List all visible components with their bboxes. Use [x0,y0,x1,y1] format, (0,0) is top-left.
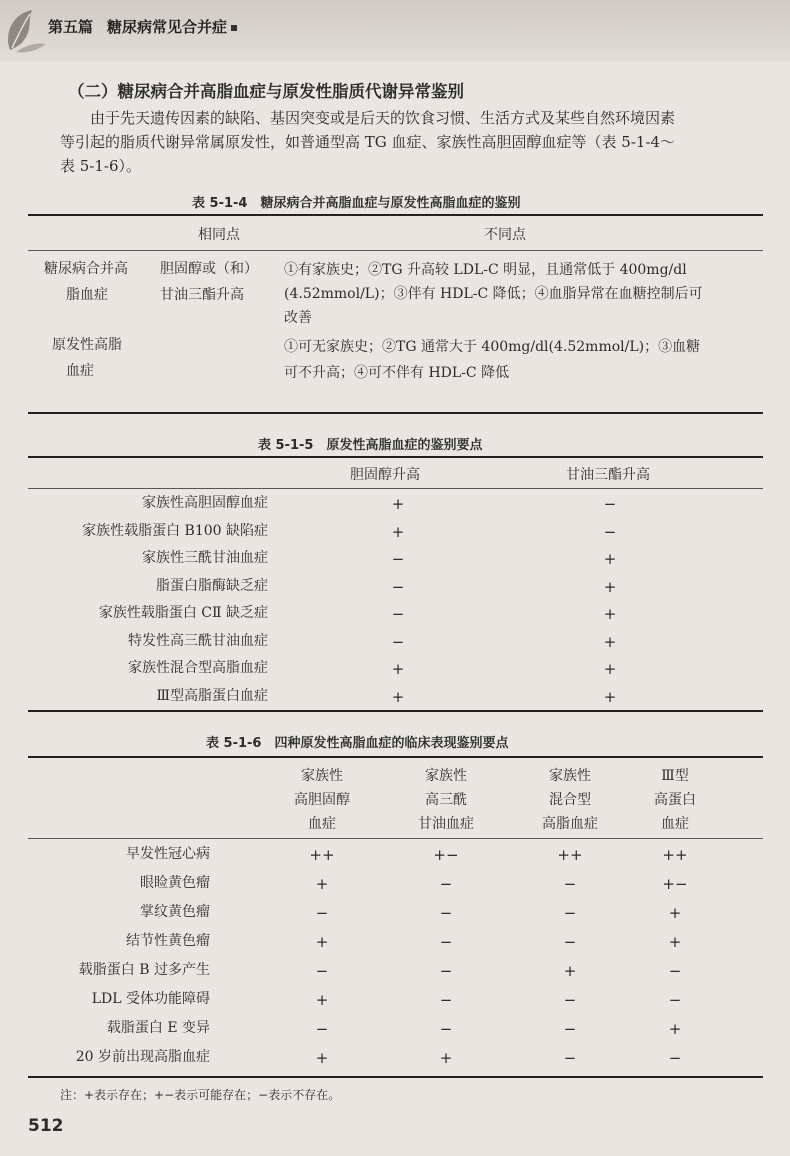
table2-cell-mark: − [391,632,405,651]
table3-cell-mark: + [668,1020,682,1038]
table3-cell-mark: − [668,962,682,980]
table3-row-name: 早发性冠心病 [126,846,210,862]
table3-cell-mark: + [439,1049,453,1067]
table2-header-chol: 胆固醇升高 [350,467,420,483]
paragraph-line: 等引起的脂质代谢异常属原发性，如普通型高 TG 血症、家族性高胆固醇血症等（表 5-1-4～ [60,133,676,151]
table3-cell-mark: ++ [309,846,335,864]
table3-header-line: 血症 [661,816,689,832]
table-note: 注：+表示存在；+−表示可能存在；−表示不存在。 [60,1088,341,1102]
paragraph-line: 由于先天遗传因素的缺陷、基因突变或是后天的饮食习惯、生活方式及某些自然环境因素 [90,109,676,127]
table3-header-line: 家族性 [301,768,343,784]
table3-cell-mark: − [439,1020,453,1038]
table3-header-line: Ⅲ型 [661,768,689,784]
running-header [0,0,790,62]
table3-cell-mark: + [563,962,577,980]
table3-cell-mark: − [668,991,682,1009]
table3-cell-mark: − [439,933,453,951]
table3-header-line: 甘油血症 [418,816,474,832]
table3-cell-mark: − [563,875,577,893]
table1-header-same: 相同点 [198,227,240,243]
table3-header-col [625,764,725,836]
table3-header-line: 血症 [308,816,336,832]
table3-cell-mark: − [563,1020,577,1038]
table3-header-line: 高脂血症 [542,816,598,832]
table2-caption: 表 5-1-5 原发性高脂血症的鉴别要点 [258,438,483,453]
leaf-ornament-icon [2,6,48,56]
table1-top-rule [28,214,763,216]
table3-cell-mark: + [315,933,329,951]
table2-cell-mark: + [391,660,405,678]
table1-row1-name: 糖尿病合并高 脂血症 [44,261,128,303]
table2-cell-mark: + [391,522,405,541]
table3-row-name: 载脂蛋白 E 变异 [106,1020,210,1036]
table3-header-col [396,764,496,836]
header-title [48,16,237,37]
table1-header-rule [28,250,763,251]
table3-cell-mark: + [315,875,329,893]
table3-bottom-rule [28,1076,763,1078]
table1-row1-same: 胆固醇或（和） 甘油三酯升高 [160,261,258,303]
table3-cell-mark: − [439,962,453,980]
table3-row-name: 载脂蛋白 B 过多产生 [78,962,210,978]
table3-cell-mark: ++ [662,846,688,864]
table3-cell-mark: + [668,904,682,922]
table3-header-line: 家族性 [425,768,467,784]
table3-cell-mark: − [668,1049,682,1067]
table3-header-col [272,764,372,836]
table2-row-name: 脂蛋白脂酶缺乏症 [156,577,268,594]
header-part: 第五篇 [48,18,94,36]
table2-cell-mark: + [603,632,617,651]
table2-header-rule [28,488,763,489]
table3-cell-mark: − [315,962,329,980]
table2-cell-mark: − [391,577,405,596]
table2-cell-mark: − [391,550,405,568]
table3-cell-mark: − [563,933,577,951]
table2-cell-mark: + [391,495,405,513]
table3-row-name: LDL 受体功能障碍 [91,991,210,1007]
table2-row-name: 家族性载脂蛋白 B100 缺陷症 [82,522,268,539]
table2-top-rule [28,456,763,458]
table3-cell-mark: − [439,991,453,1009]
table2-row-name: 特发性高三酰甘油血症 [128,632,268,649]
table3-header-col [520,764,620,836]
table2-cell-mark: + [603,550,617,568]
table2-row-name: Ⅲ型高脂蛋白血症 [156,687,268,704]
header-chapter: 糖尿病常见合并症 [107,18,228,36]
table3-header-line: 混合型 [549,792,591,808]
table2-bottom-rule [28,710,763,712]
table2-cell-mark: − [391,605,405,623]
table3-cell-mark: − [439,904,453,922]
table3-header-line: 高胆固醇 [294,792,350,808]
table3-header-rule [28,838,763,839]
table3-row-name: 眼睑黄色瘤 [140,875,210,891]
table1-header-diff: 不同点 [484,227,526,243]
table2-row-name: 家族性三酰甘油血症 [142,550,268,566]
table2-cell-mark: − [603,522,617,541]
table3-cell-mark: − [563,991,577,1009]
table3-row-name: 结节性黄色瘤 [126,933,210,949]
page-number: 512 [28,1116,64,1136]
table3-header-line: 高三酰 [425,792,467,808]
table2-cell-mark: + [603,577,617,596]
table2-cell-mark: + [603,687,617,706]
table3-cell-mark: − [315,1020,329,1038]
table1-row1-diff: ①有家族史；②TG 升高较 LDL-C 明显，且通常低于 400mg/dl (4.52mmol/L)；③伴有 HDL-C 降低；④血脂异常在血糖控制后可 改善 [284,262,703,326]
table3-header-line: 高蛋白 [654,792,696,808]
paragraph-line: 表 5-1-6）。 [60,157,142,175]
section-paragraph [60,106,750,178]
table1-caption: 表 5-1-4 糖尿病合并高脂血症与原发性高脂血症的鉴别 [192,196,521,211]
section-title: （二）糖尿病合并高脂血症与原发性脂质代谢异常鉴别 [68,82,464,101]
table2-cell-mark: − [603,495,617,513]
table3-cell-mark: − [563,1049,577,1067]
table3-cell-mark: + [315,991,329,1009]
table3-cell-mark: +− [662,875,688,893]
table3-cell-mark: − [439,875,453,893]
table3-row-name: 20 岁前出现高脂血症 [75,1049,210,1065]
table2-header-tg: 甘油三酯升高 [566,467,650,483]
table3-cell-mark: +− [433,846,459,864]
table3-caption: 表 5-1-6 四种原发性高脂血症的临床表现鉴别要点 [206,736,509,751]
table2-row-name: 家族性混合型高脂血症 [128,660,268,676]
table3-cell-mark: + [315,1049,329,1067]
header-square-icon [231,25,237,31]
table2-cell-mark: + [603,605,617,623]
table3-top-rule [28,756,763,758]
table3-cell-mark: + [668,933,682,951]
table1-row2-diff: ①可无家族史；②TG 通常大于 400mg/dl(4.52mmol/L)；③血糖 可不升高；④可不伴有 HDL-C 降低 [284,339,701,381]
table3-cell-mark: − [563,904,577,922]
table2-row-name: 家族性高胆固醇血症 [142,495,268,511]
table2-row-name: 家族性载脂蛋白 CⅡ 缺乏症 [98,605,268,621]
table3-cell-mark: ++ [557,846,583,864]
table3-header-line: 家族性 [549,768,591,784]
table1-row2-name: 原发性高脂 血症 [52,337,122,379]
table3-cell-mark: − [315,904,329,922]
table1-bottom-rule [28,412,763,414]
table2-cell-mark: + [391,687,405,706]
table2-cell-mark: + [603,660,617,678]
table3-row-name: 掌纹黄色瘤 [140,904,210,920]
